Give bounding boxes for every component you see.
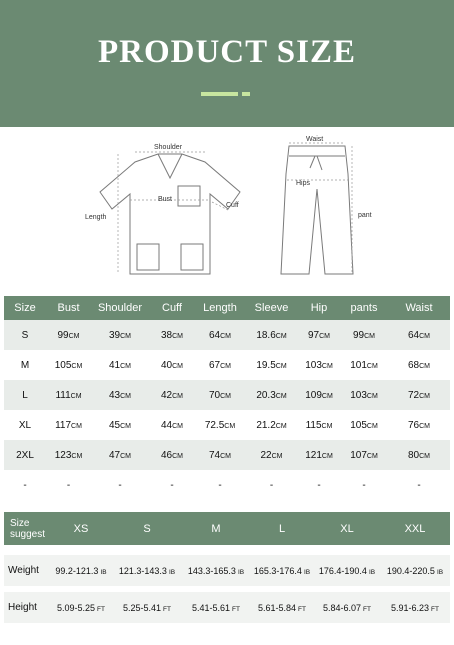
cell-value: 111	[55, 389, 71, 401]
table-cell	[4, 350, 46, 380]
label-bust: Bust	[158, 196, 173, 203]
weight-cell	[380, 566, 450, 576]
table-cell	[91, 440, 149, 470]
table-cell	[388, 410, 450, 440]
cell-value: 123	[54, 449, 72, 461]
cell-unit: CM	[275, 332, 287, 340]
table-cell	[91, 410, 149, 440]
cell-value: 47	[108, 449, 121, 461]
cell-unit: CM	[275, 392, 287, 400]
table-row	[4, 440, 450, 470]
cell-value: 105	[350, 419, 367, 431]
column-header: pants	[340, 296, 388, 320]
cell-value: 46	[160, 449, 173, 461]
table-cell	[388, 380, 450, 410]
cell-value: 103	[350, 389, 367, 401]
cell-unit: CM	[419, 452, 430, 460]
cell-unit: CM	[120, 422, 131, 430]
table-cell	[149, 380, 195, 410]
table-cell	[298, 410, 340, 440]
table-cell	[4, 470, 46, 500]
cell-value: 74	[208, 449, 221, 461]
table-cell	[388, 320, 450, 350]
weight-row	[4, 555, 450, 586]
table-cell	[298, 470, 340, 500]
table-cell	[149, 350, 195, 380]
suggest-size-header: XXL	[404, 522, 426, 535]
cell-value: 20.3	[256, 389, 276, 401]
cell-unit: IB	[303, 568, 311, 576]
table-cell	[340, 470, 388, 500]
table-cell	[298, 440, 340, 470]
cell-unit: CM	[419, 362, 430, 370]
table-cell	[149, 440, 195, 470]
table-cell	[46, 440, 91, 470]
table-cell	[195, 350, 245, 380]
cell-unit: CM	[275, 362, 287, 370]
cell-value: 64	[407, 329, 420, 341]
cell-value: -	[66, 479, 71, 491]
height-cell	[182, 603, 250, 613]
cell-unit: CM	[71, 452, 83, 460]
table-cell	[91, 470, 149, 500]
size-suggest-header	[4, 512, 450, 545]
table-cell	[195, 470, 245, 500]
column-header: Shoulder	[91, 296, 149, 320]
cell-value: 165.3-176.4	[253, 565, 302, 576]
table-cell	[245, 380, 298, 410]
table-cell	[46, 380, 91, 410]
cell-value: 190.4-220.5	[386, 565, 435, 576]
cell-value: 99	[352, 329, 365, 341]
label-pant: pant	[358, 212, 372, 219]
cell-unit: CM	[366, 452, 378, 460]
cell-unit: FT	[363, 605, 371, 613]
cell-value: -	[269, 479, 274, 491]
cell-unit: CM	[224, 422, 236, 430]
cell-value: 64	[208, 329, 221, 341]
table-cell	[195, 410, 245, 440]
table-cell	[4, 380, 46, 410]
cell-unit: IB	[100, 568, 107, 576]
label-shoulder: Shoulder	[154, 144, 183, 151]
cell-unit: CM	[220, 392, 231, 400]
table-cell	[4, 440, 46, 470]
cell-value: 105	[54, 359, 72, 371]
weight-cell	[314, 566, 380, 576]
table-cell	[340, 350, 388, 380]
cell-value: M	[20, 359, 30, 371]
table-row	[4, 470, 450, 500]
table-cell	[298, 350, 340, 380]
table-cell	[149, 320, 195, 350]
table-cell	[46, 320, 91, 350]
cell-unit: CM	[172, 362, 183, 370]
table-cell	[340, 440, 388, 470]
cell-value: XL	[18, 419, 32, 431]
cell-unit: CM	[321, 422, 333, 430]
size-suggest-title: Size suggest	[10, 517, 46, 540]
column-header: Waist	[388, 296, 450, 320]
cell-unit: FT	[298, 605, 306, 613]
table-cell	[91, 380, 149, 410]
suggest-size-header: S	[143, 522, 151, 535]
label-cuff: Cuff	[226, 202, 239, 209]
table-cell	[46, 470, 91, 500]
cell-value: -	[23, 479, 27, 491]
label-hips: Hips	[296, 180, 311, 187]
table-row	[4, 410, 450, 440]
cell-value: 80	[407, 449, 420, 461]
cell-unit: CM	[321, 392, 333, 400]
cell-unit: CM	[120, 332, 131, 340]
cell-unit: FT	[232, 605, 240, 613]
cell-unit: CM	[271, 452, 283, 460]
cell-unit: CM	[70, 392, 82, 400]
height-label: Height	[8, 602, 37, 613]
table-cell	[195, 440, 245, 470]
cell-value: 121.3-143.3	[118, 565, 167, 576]
suggest-size-header: XS	[73, 522, 89, 535]
column-header: Length	[195, 296, 245, 320]
cell-value: 101	[350, 359, 367, 371]
cell-value: 76	[407, 419, 420, 431]
table-row	[4, 320, 450, 350]
page-title: PRODUCT SIZE	[97, 34, 357, 70]
suggest-size-header: XL	[340, 522, 354, 535]
height-cell	[380, 603, 450, 613]
cell-value: 21.2	[256, 419, 276, 431]
column-header: Sleeve	[245, 296, 298, 320]
weight-cell	[250, 566, 314, 576]
cell-unit: CM	[366, 392, 378, 400]
table-row	[4, 380, 450, 410]
header-banner	[0, 0, 454, 127]
column-header: Hip	[298, 296, 340, 320]
table-header-row	[4, 296, 450, 320]
column-header: Bust	[46, 296, 91, 320]
cell-value: 19.5	[256, 359, 276, 371]
cell-unit: CM	[220, 452, 231, 460]
cell-value: 107	[350, 449, 367, 461]
height-cell	[50, 603, 112, 613]
table-cell	[4, 320, 46, 350]
height-cell	[314, 603, 380, 613]
table-cell	[245, 320, 298, 350]
cell-value: S	[21, 329, 29, 341]
cell-unit: CM	[172, 332, 183, 340]
cell-unit: CM	[319, 332, 330, 340]
weight-cell	[182, 566, 250, 576]
cell-unit: CM	[419, 392, 430, 400]
table-cell	[298, 320, 340, 350]
cell-unit: CM	[172, 452, 183, 460]
cell-value: 70	[208, 389, 221, 401]
cell-value: -	[218, 479, 222, 491]
cell-value: 5.84-6.07	[323, 602, 362, 613]
cell-value: L	[22, 389, 28, 401]
cell-value: 38	[160, 329, 173, 341]
cell-value: 99	[57, 329, 69, 341]
cell-value: 41	[108, 359, 121, 371]
cell-unit: FT	[97, 605, 105, 613]
cell-unit: CM	[220, 332, 231, 340]
cell-value: -	[317, 479, 321, 491]
cell-value: 68	[407, 359, 420, 371]
cell-value: 40	[160, 359, 173, 371]
table-cell	[91, 350, 149, 380]
cell-unit: CM	[419, 332, 430, 340]
table-cell	[388, 470, 450, 500]
cell-unit: CM	[321, 452, 333, 460]
column-header: Size	[4, 296, 46, 320]
cell-unit: CM	[275, 422, 287, 430]
cell-unit: CM	[321, 362, 333, 370]
table-cell	[245, 470, 298, 500]
cell-unit: CM	[120, 392, 131, 400]
table-cell	[46, 350, 91, 380]
table-cell	[46, 410, 91, 440]
cell-value: 67	[208, 359, 221, 371]
accent-dot	[242, 92, 250, 96]
cell-unit: IB	[368, 568, 376, 576]
table-cell	[298, 380, 340, 410]
cell-value: 121	[305, 449, 322, 461]
cell-unit: CM	[120, 452, 131, 460]
table-cell	[245, 350, 298, 380]
table-cell	[340, 380, 388, 410]
cell-value: 72.5	[204, 419, 225, 431]
cell-value: 39	[108, 329, 121, 341]
table-row	[4, 350, 450, 380]
table-cell	[91, 320, 149, 350]
cell-unit: FT	[163, 605, 171, 613]
table-cell	[4, 410, 46, 440]
measurement-figure	[0, 134, 454, 294]
cell-value: -	[417, 479, 421, 491]
cell-value: 176.4-190.4	[318, 565, 367, 576]
column-header: Cuff	[149, 296, 195, 320]
cell-unit: CM	[68, 332, 80, 340]
cell-value: 117	[55, 419, 72, 431]
cell-value: 109	[305, 389, 322, 401]
weight-cell	[50, 566, 112, 576]
cell-value: 5.09-5.25	[57, 602, 96, 613]
cell-unit: IB	[237, 568, 245, 576]
label-waist: Waist	[306, 136, 324, 143]
height-cell	[112, 603, 182, 613]
cell-unit: CM	[71, 362, 83, 370]
cell-value: 103	[305, 359, 322, 371]
cell-unit: IB	[436, 568, 444, 576]
cell-unit: FT	[431, 605, 439, 613]
cell-value: 2XL	[16, 449, 34, 461]
cell-unit: CM	[120, 362, 131, 370]
cell-value: -	[362, 479, 366, 491]
table-cell	[245, 410, 298, 440]
cell-value: 42	[160, 389, 173, 401]
table-cell	[388, 440, 450, 470]
weight-cell	[112, 566, 182, 576]
cell-value: 97	[307, 329, 320, 341]
table-cell	[340, 320, 388, 350]
cell-value: 45	[108, 419, 121, 431]
cell-value: 115	[305, 419, 322, 431]
table-cell	[149, 470, 195, 500]
height-cell	[250, 603, 314, 613]
table-cell	[340, 410, 388, 440]
accent-bar	[201, 92, 238, 96]
cell-value: -	[118, 479, 122, 491]
table-cell	[195, 380, 245, 410]
height-row	[4, 592, 450, 623]
cell-unit: CM	[364, 332, 375, 340]
suggest-size-header: L	[278, 522, 286, 535]
cell-value: 5.91-6.23	[391, 602, 430, 613]
scrub-top-illustration	[0, 134, 454, 294]
cell-value: 143.3-165.3	[187, 565, 236, 576]
cell-unit: CM	[366, 422, 378, 430]
cell-unit: CM	[419, 422, 430, 430]
cell-unit: IB	[168, 568, 176, 576]
cell-value: 72	[407, 389, 420, 401]
weight-label: Weight	[8, 565, 39, 576]
cell-value: 5.41-5.61	[192, 602, 231, 613]
cell-unit: CM	[71, 422, 82, 430]
cell-unit: CM	[172, 422, 183, 430]
cell-value: 5.61-5.84	[258, 602, 297, 613]
table-cell	[195, 320, 245, 350]
cell-value: 99.2-121.3	[55, 565, 99, 576]
cell-value: 5.25-5.41	[123, 602, 162, 613]
cell-unit: CM	[172, 392, 183, 400]
cell-value: -	[170, 479, 174, 491]
table-cell	[149, 410, 195, 440]
cell-value: 44	[160, 419, 173, 431]
table-cell	[245, 440, 298, 470]
cell-value: 43	[108, 389, 121, 401]
label-length: Length	[85, 214, 107, 221]
cell-value: 18.6	[256, 329, 276, 341]
suggest-size-header: M	[211, 522, 221, 535]
size-chart-table	[4, 296, 450, 500]
table-cell	[388, 350, 450, 380]
cell-unit: CM	[366, 362, 378, 370]
cell-value: 22	[260, 449, 272, 461]
cell-unit: CM	[220, 362, 231, 370]
